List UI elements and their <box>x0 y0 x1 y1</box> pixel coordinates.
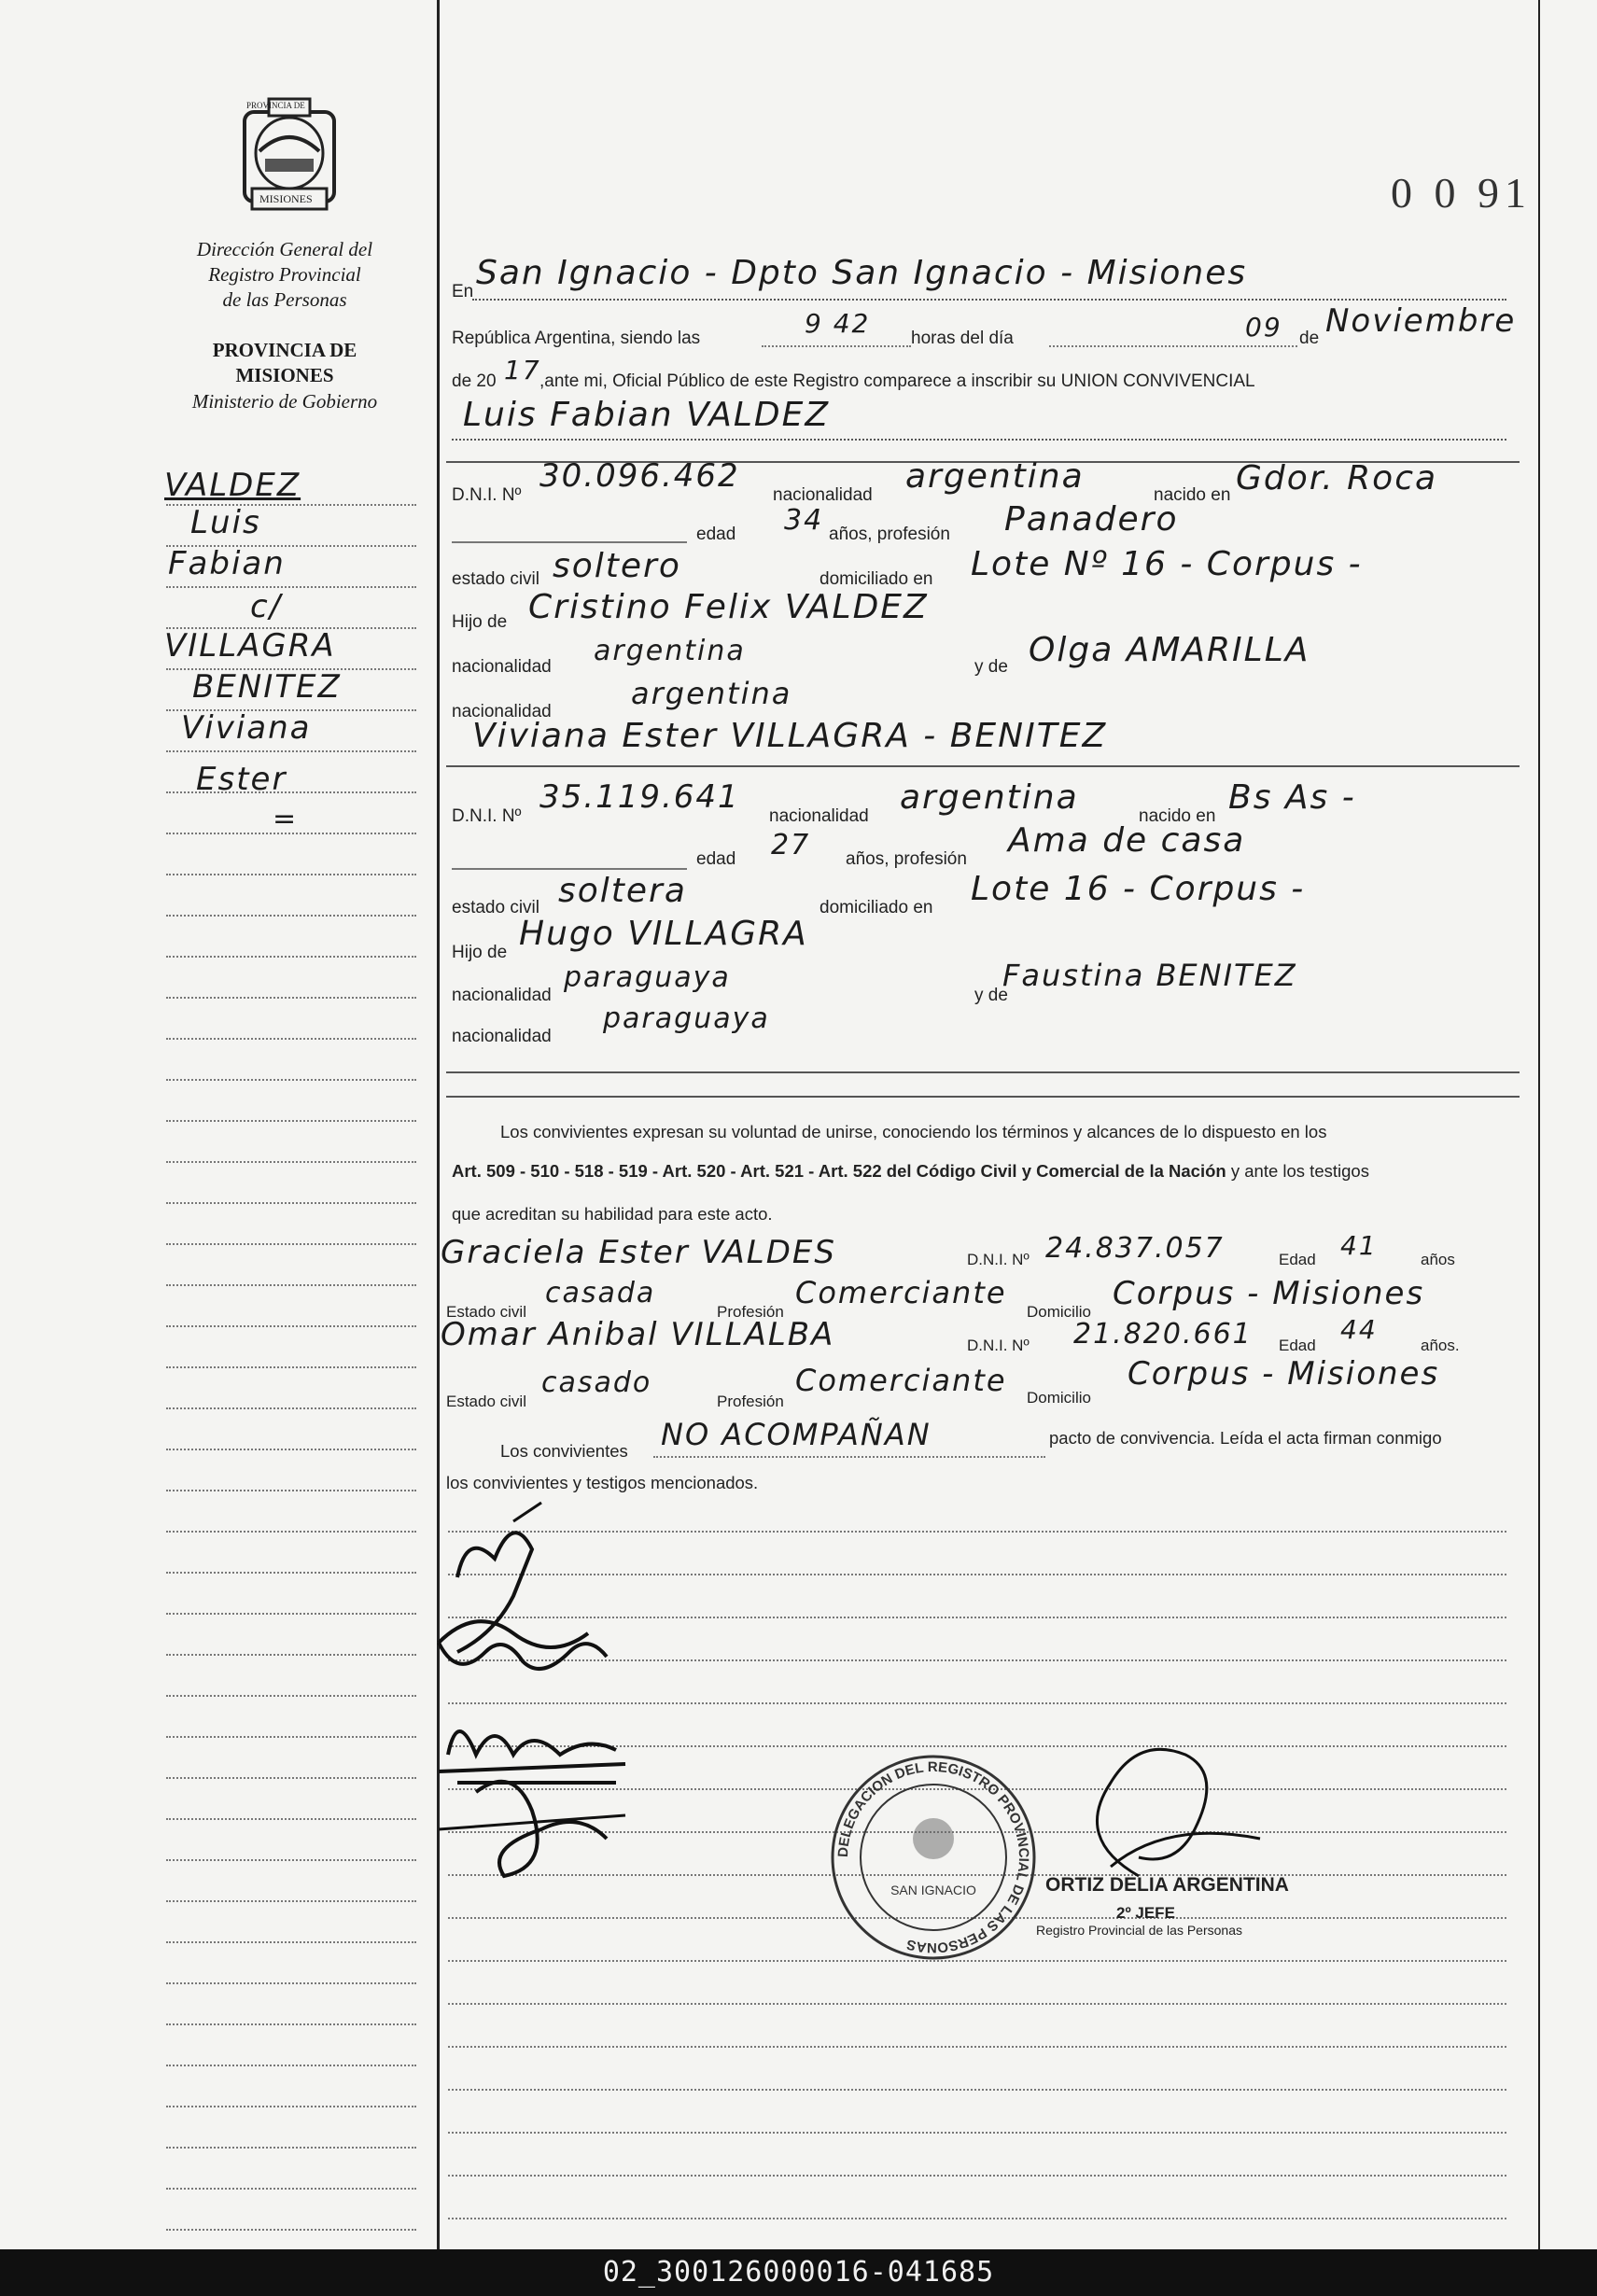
day-value: 09 <box>1245 312 1282 343</box>
pact-value: NO ACOMPAÑAN <box>661 1417 932 1452</box>
p1-mother: Olga AMARILLA <box>1029 631 1310 669</box>
p1-prof-label: años, profesión <box>829 525 950 544</box>
w1-civil: casada <box>545 1277 656 1309</box>
p2-mother: Faustina BENITEZ <box>1002 958 1297 993</box>
margin-ruled-line <box>166 1202 416 1204</box>
place-value: San Ignacio - Dpto San Ignacio - Misiones <box>476 254 1248 292</box>
declaration-line-3: que acreditan su habilidad para este acto. <box>452 1204 773 1224</box>
p1-dni-label: D.N.I. Nº <box>452 485 522 505</box>
w2-age-label: Edad <box>1279 1337 1316 1354</box>
signature-4 <box>420 1755 644 1885</box>
margin-surname-2: VILLAGRA <box>164 627 336 665</box>
p2-father-nat: paraguaya <box>564 961 731 994</box>
margin-ruled-line <box>166 2147 416 2149</box>
margin-ruled-line <box>166 1284 416 1286</box>
declaration-line-1: Los convivientes expresan su voluntad de unirse, conociendo los términos y alcances de lo dispuesto en los <box>500 1122 1327 1141</box>
margin-ruled-line <box>166 956 416 958</box>
declaration-line-2 <box>452 1161 1369 1182</box>
p1-son-label: Hijo de <box>452 612 508 632</box>
p2-domicile: Lote 16 - Corpus - <box>971 870 1306 908</box>
w1-dom-label: Domicilio <box>1027 1303 1091 1321</box>
w2-prof-label: Profesión <box>717 1393 784 1410</box>
p2-birthplace: Bs As - <box>1228 778 1356 817</box>
p1-dom-label: domiciliado en <box>820 569 933 589</box>
place-label: En <box>452 282 474 301</box>
w2-dom-label: Domicilio <box>1027 1389 1091 1407</box>
w1-prof-label: Profesión <box>717 1303 784 1321</box>
w2-dom: Corpus - Misiones <box>1128 1355 1440 1393</box>
margin-ruled-line <box>166 1982 416 1984</box>
pact-label: Los convivientes <box>500 1441 628 1461</box>
p2-nat-label: nacionalidad <box>769 806 869 826</box>
w2-age: 44 <box>1340 1314 1378 1345</box>
body-ruled-line <box>448 1531 1506 1533</box>
margin-ruled-line <box>166 874 416 875</box>
body-separator-1 <box>446 1071 1520 1073</box>
margin-ruled-line <box>166 1407 416 1409</box>
margin-ruled-line <box>166 1695 416 1697</box>
p2-dni: 35.119.641 <box>539 778 740 816</box>
day-line <box>1049 345 1297 347</box>
left-margin-rule <box>437 0 440 2249</box>
w2-dni: 21.820.661 <box>1073 1318 1253 1351</box>
p1-mnat-label: nacionalidad <box>452 702 552 721</box>
place-line <box>472 299 1506 301</box>
margin-name-3: Viviana <box>181 709 312 747</box>
p2-father: Hugo VILLAGRA <box>519 915 808 953</box>
p1-father: Cristino Felix VALDEZ <box>528 588 929 626</box>
margin-connector: c/ <box>250 588 283 625</box>
witness2-name: Omar Anibal VILLALBA <box>441 1316 835 1353</box>
emblem-label-top: PROVINCIA DE <box>246 101 305 110</box>
person1-name-line <box>452 439 1506 441</box>
declaration-line-2-rest: y ante los testigos <box>1226 1161 1369 1181</box>
p2-age-label: edad <box>696 849 736 869</box>
margin-name-2: Fabian <box>168 545 286 582</box>
p2-mnat-label: nacionalidad <box>452 1027 552 1046</box>
body-ruled-line <box>448 1574 1506 1575</box>
province-line-2: MISIONES <box>235 364 334 386</box>
w1-civil-label: Estado civil <box>446 1303 526 1321</box>
margin-ruled-line <box>166 586 416 588</box>
w2-prof: Comerciante <box>795 1363 1007 1398</box>
p2-dom-label: domiciliado en <box>820 898 933 917</box>
margin-ruled-line <box>166 2188 416 2190</box>
margin-ruled-line <box>166 1777 416 1779</box>
body-separator-2 <box>446 1096 1520 1098</box>
margin-name-4: Ester <box>196 761 287 798</box>
w1-dni: 24.837.057 <box>1045 1232 1225 1265</box>
emblem-label-bottom: MISIONES <box>259 192 313 205</box>
hour-line <box>762 345 911 347</box>
margin-ruled-line <box>166 1161 416 1163</box>
w1-prof: Comerciante <box>795 1275 1007 1310</box>
p1-civil-label: estado civil <box>452 569 539 589</box>
margin-ruled-line <box>166 1818 416 1820</box>
year-prefix: de 20 <box>452 371 497 391</box>
pact-rest: pacto de convivencia. Leída el acta firman conmigo <box>1049 1428 1442 1448</box>
w1-age-label: Edad <box>1279 1251 1316 1268</box>
de-label: de <box>1299 329 1320 348</box>
right-margin-rule <box>1538 0 1540 2249</box>
margin-name-1: Luis <box>190 504 261 541</box>
p1-born-label: nacido en <box>1154 485 1231 505</box>
p2-dni-label: D.N.I. Nº <box>452 806 522 826</box>
margin-ruled-line <box>166 2106 416 2107</box>
margin-ruled-line <box>166 1736 416 1738</box>
p2-nationality: argentina <box>900 778 1079 817</box>
signature-2 <box>429 1605 616 1689</box>
margin-ruled-line <box>166 2065 416 2066</box>
body-ruled-line <box>448 2132 1506 2134</box>
w2-civil: casado <box>541 1366 652 1399</box>
republic-label: República Argentina, siendo las <box>452 329 701 348</box>
hour-value: 9 42 <box>805 308 871 339</box>
p1-father-nat: argentina <box>594 635 746 667</box>
margin-ruled-line <box>166 915 416 917</box>
margin-ruled-line <box>166 1572 416 1574</box>
margin-ruled-line <box>166 1325 416 1327</box>
margin-ruled-line <box>166 2229 416 2231</box>
person2-name: Viviana Ester VILLAGRA - BENITEZ <box>472 717 1108 755</box>
p1-nat-label: nacionalidad <box>773 485 873 505</box>
margin-surname-3: BENITEZ <box>192 668 342 706</box>
p1-age-label: edad <box>696 525 736 544</box>
legal-articles: Art. 509 - 510 - 518 - 519 - Art. 520 - Art. 521 - Art. 522 del Código Civil y Comercial de la Nación <box>452 1161 1226 1181</box>
w1-years-label: años <box>1421 1251 1455 1268</box>
body-ruled-line <box>448 2089 1506 2091</box>
closing-text: los convivientes y testigos mencionados. <box>446 1473 759 1492</box>
margin-end-mark: = <box>273 803 299 835</box>
margin-ruled-line <box>166 997 416 999</box>
p1-profession: Panadero <box>1004 500 1179 539</box>
w1-age: 41 <box>1340 1230 1378 1261</box>
w2-civil-label: Estado civil <box>446 1393 526 1410</box>
p1-age: 34 <box>784 504 824 537</box>
p2-fnat-label: nacionalidad <box>452 986 552 1005</box>
ministry-line: Ministerio de Gobierno <box>191 390 378 413</box>
appearance-text: ,ante mi, Oficial Público de este Registro comparece a inscribir su UNION CONVIVENCIAL <box>539 371 1255 391</box>
p2-profession: Ama de casa <box>1008 821 1246 860</box>
margin-surname: VALDEZ <box>164 467 301 504</box>
p2-prof-label: años, profesión <box>846 849 967 869</box>
org-line-1: Dirección General del <box>196 238 373 260</box>
margin-ruled-line <box>166 1366 416 1368</box>
body-ruled-line <box>448 2003 1506 2005</box>
margin-ruled-line <box>166 1531 416 1533</box>
margin-ruled-line <box>166 1941 416 1943</box>
p1-civil: soltero <box>553 547 681 585</box>
p1-mother-nat: argentina <box>631 676 792 711</box>
org-line-3: de las Personas <box>222 288 347 311</box>
person2-separator <box>446 765 1520 767</box>
org-line-2: Registro Provincial <box>208 263 361 286</box>
margin-ruled-line <box>166 1654 416 1656</box>
hours-label: horas del día <box>911 329 1014 348</box>
p1-age-pre-line <box>452 541 687 543</box>
margin-ruled-line <box>166 750 416 752</box>
p1-domicile: Lote Nº 16 - Corpus - <box>971 545 1363 583</box>
official-office: Registro Provincial de las Personas <box>1036 1923 1242 1938</box>
p1-and-label: y de <box>974 657 1008 677</box>
p2-son-label: Hijo de <box>452 943 508 962</box>
year-value: 17 <box>504 355 541 385</box>
p2-mother-nat: paraguaya <box>603 1002 770 1035</box>
margin-ruled-line <box>166 1613 416 1615</box>
margin-ruled-line <box>166 1243 416 1245</box>
p2-civil: soltera <box>558 872 687 910</box>
p1-dni: 30.096.462 <box>539 457 740 495</box>
w1-dni-label: D.N.I. Nº <box>967 1251 1030 1268</box>
margin-ruled-line <box>166 1900 416 1902</box>
month-value: Noviembre <box>1325 302 1517 340</box>
w2-years-label: años. <box>1421 1337 1460 1354</box>
p1-birthplace: Gdor. Roca <box>1236 459 1438 497</box>
body-ruled-line <box>448 2175 1506 2177</box>
official-signature <box>1055 1727 1279 1885</box>
margin-ruled-line <box>166 1449 416 1450</box>
w2-dni-label: D.N.I. Nº <box>967 1337 1030 1354</box>
body-ruled-line <box>448 2218 1506 2219</box>
p2-civil-label: estado civil <box>452 898 539 917</box>
stamp-ring-text: DELEGACION DEL REGISTRO PROVINCIAL DE LAS PERSONAS <box>834 1758 1032 1956</box>
margin-ruled-line <box>166 2023 416 2025</box>
official-role: 2º JEFE <box>1116 1904 1175 1922</box>
p2-and-label: y de <box>974 986 1008 1005</box>
margin-ruled-line <box>166 1859 416 1861</box>
p1-nationality: argentina <box>905 457 1085 496</box>
pact-line <box>653 1456 1045 1458</box>
margin-ruled-line <box>166 1079 416 1081</box>
p2-age: 27 <box>771 829 811 861</box>
folio-number: 0 0 91 <box>1391 169 1532 217</box>
province-line-1: PROVINCIA DE <box>212 339 357 361</box>
margin-ruled-line <box>166 1120 416 1122</box>
p2-born-label: nacido en <box>1139 806 1216 826</box>
witness1-name: Graciela Ester VALDES <box>441 1234 836 1271</box>
margin-ruled-line <box>166 1038 416 1040</box>
official-name: ORTIZ DELIA ARGENTINA <box>1045 1874 1289 1896</box>
body-ruled-line <box>448 2046 1506 2048</box>
stamp-center-text: SAN IGNACIO <box>890 1883 976 1897</box>
person1-name: Luis Fabian VALDEZ <box>463 396 831 434</box>
w1-dom: Corpus - Misiones <box>1113 1275 1425 1312</box>
margin-ruled-line <box>166 1490 416 1491</box>
official-round-stamp <box>821 1745 1045 1969</box>
p2-age-pre-line <box>452 868 687 870</box>
p1-fnat-label: nacionalidad <box>452 657 552 677</box>
scan-footer-code: 02_300126000016-041685 <box>0 2249 1597 2296</box>
